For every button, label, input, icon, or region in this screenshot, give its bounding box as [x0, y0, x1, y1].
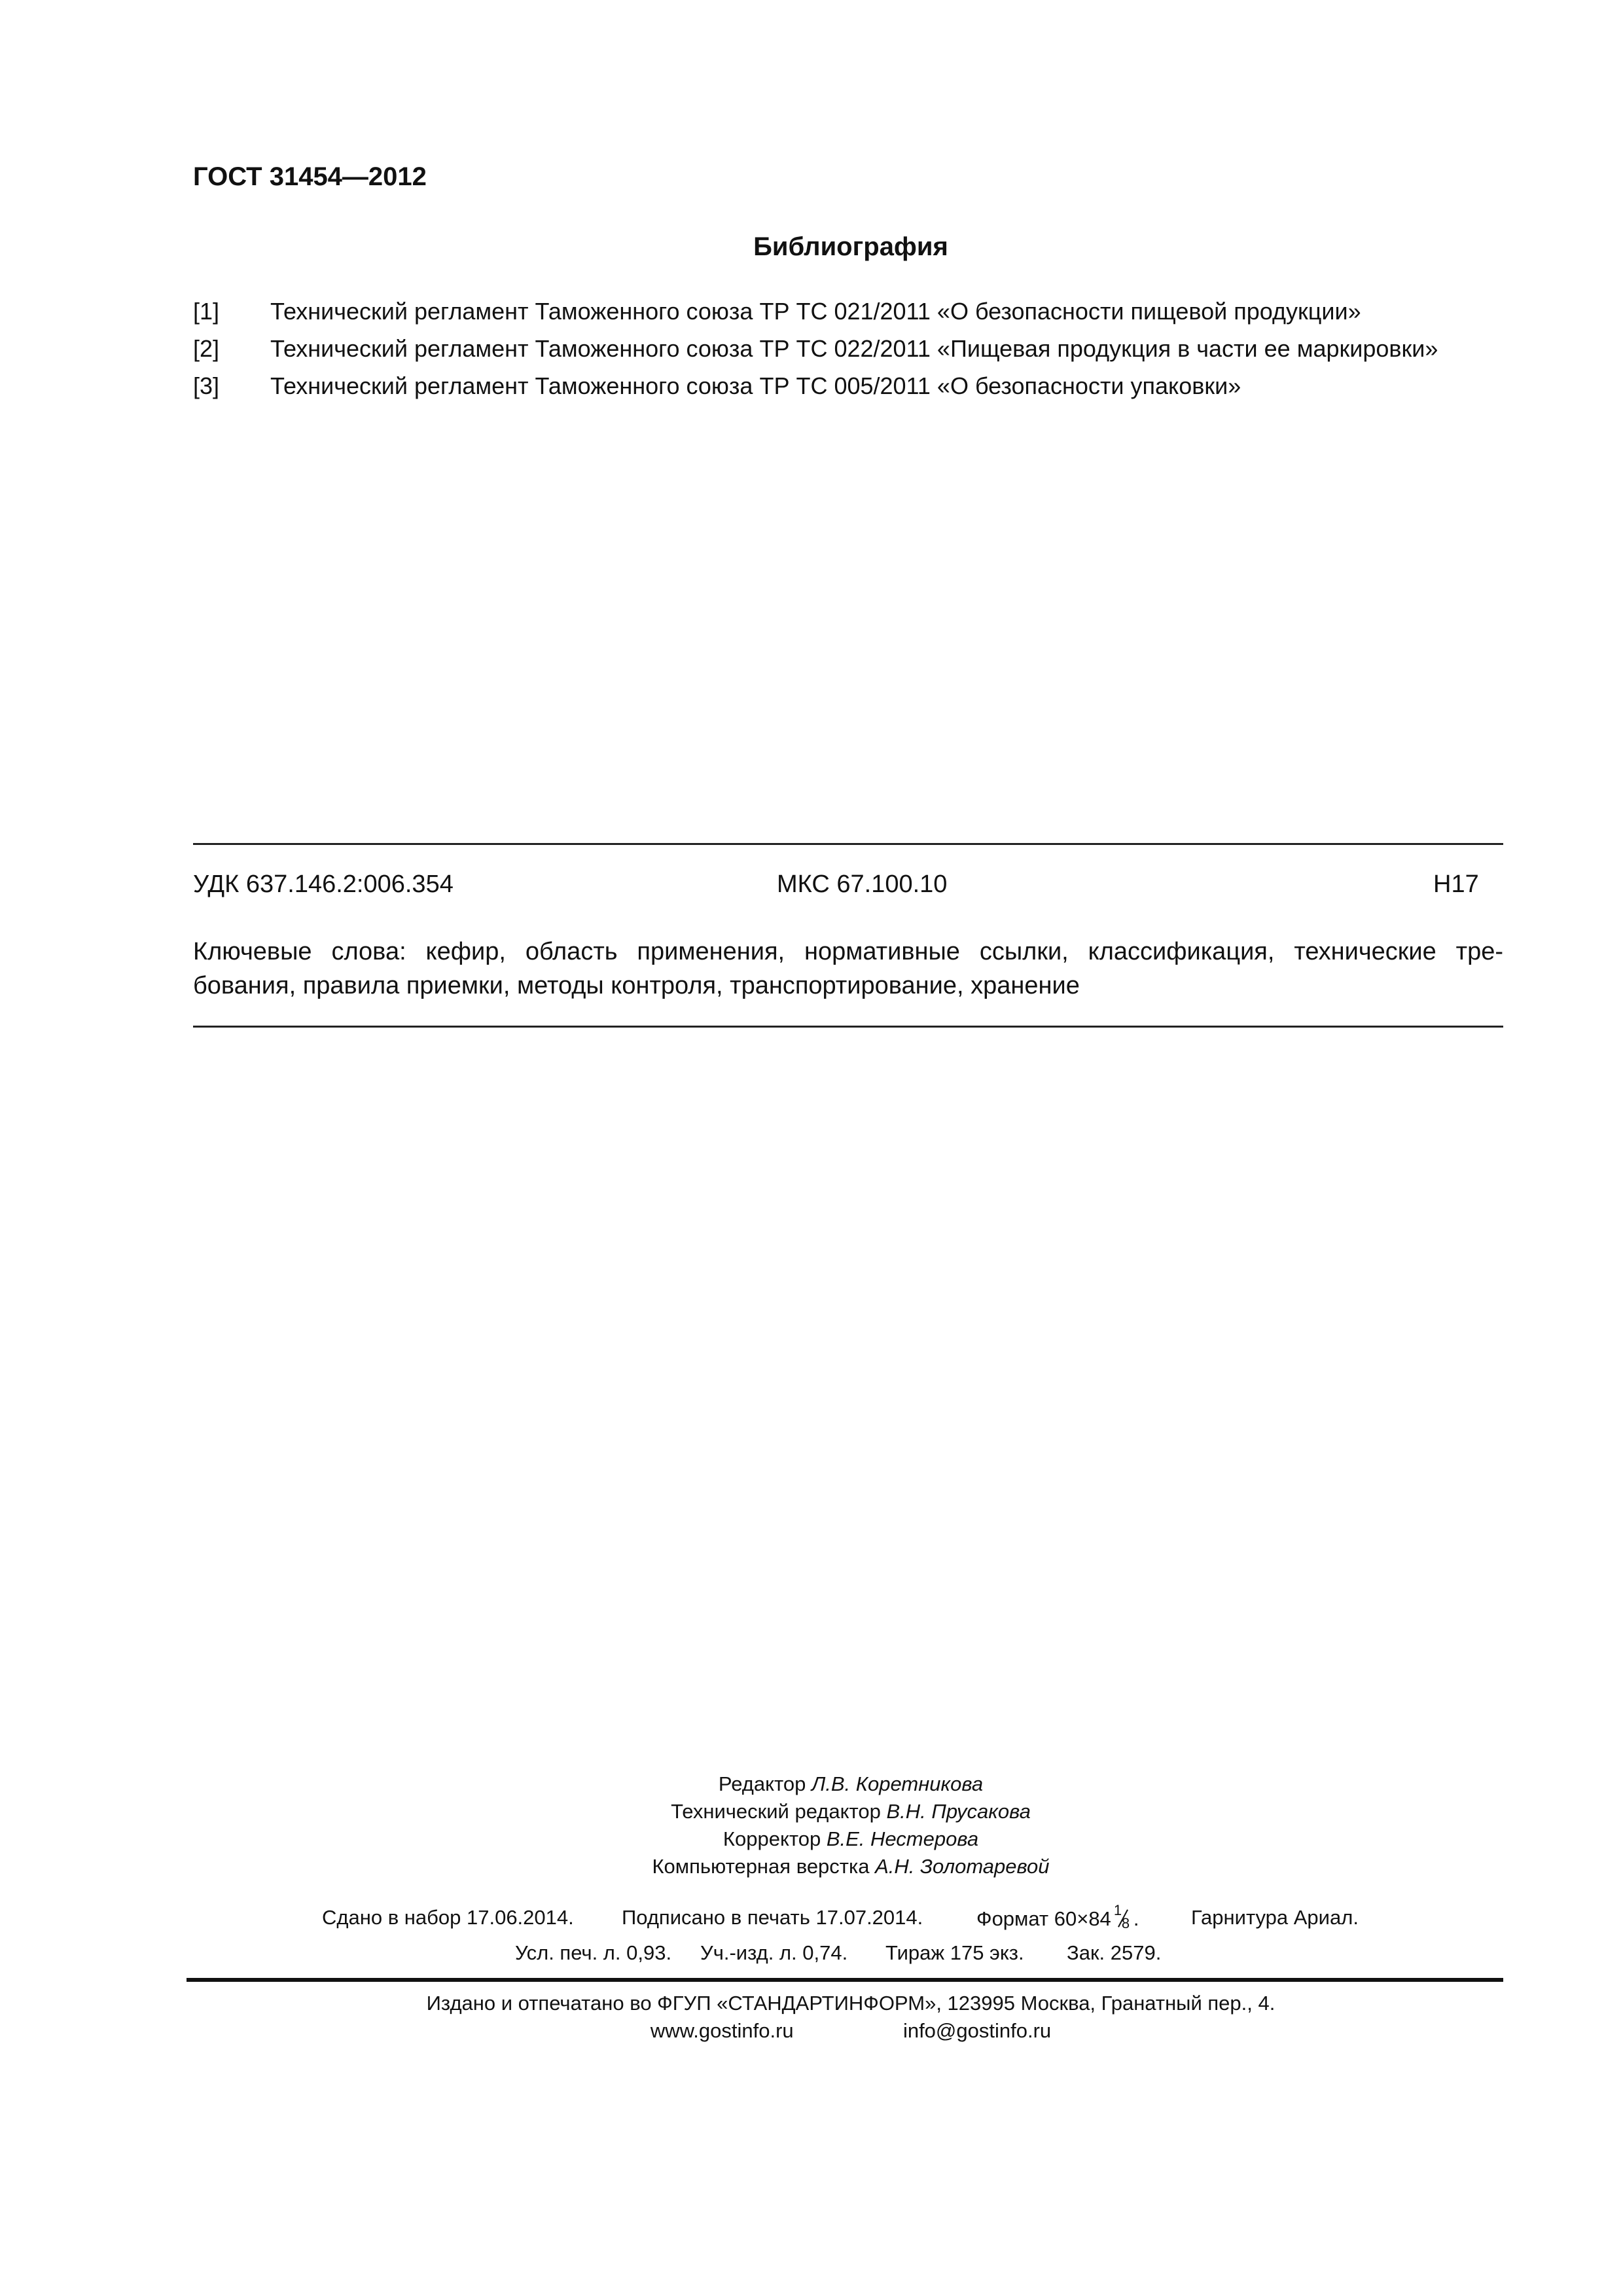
credit-role: Корректор	[722, 1827, 821, 1850]
keywords-block	[193, 935, 1503, 1003]
bibliography-item-text: Технический регламент Таможенного союза ТР ТС 005/2011 «О безопасности упаковки»	[270, 372, 1241, 399]
credit-name: А.Н. Золотаревой	[875, 1855, 1050, 1878]
typeface: Гарнитура Ариал.	[1191, 1906, 1359, 1929]
credit-line	[0, 1825, 1623, 1853]
bibliography-item-text: Технический регламент Таможенного союза ТР ТС 022/2011 «Пищевая продукция в части ее маркировки»	[270, 335, 1438, 362]
mks-code: МКС 67.100.10	[777, 870, 948, 898]
udk-code: УДК 637.146.2:006.354	[193, 870, 454, 898]
paper-format	[976, 1902, 1139, 1932]
publisher-contacts	[0, 2017, 1623, 2045]
submitted-date: Сдано в набор 17.06.2014.	[322, 1906, 574, 1929]
format-suffix: .	[1133, 1907, 1139, 1930]
bibliography-title: Библиография	[753, 232, 948, 261]
circulation: Тираж 175 экз.	[885, 1941, 1024, 1964]
divider-bottom	[193, 1026, 1503, 1028]
print-sheets: Усл. печ. л. 0,93.	[515, 1941, 672, 1964]
classification-code: Н17	[1433, 870, 1479, 898]
credits-block	[0, 1770, 1623, 1880]
credit-line	[0, 1853, 1623, 1880]
bibliography-item-text: Технический регламент Таможенного союза ТР ТС 021/2011 «О безопасности пищевой продукции»	[270, 298, 1361, 325]
format-fraction	[1111, 1902, 1133, 1932]
document-code: ГОСТ 31454—2012	[193, 162, 427, 191]
credit-name: В.Н. Прусакова	[886, 1800, 1031, 1823]
publisher-line: Издано и отпечатано во ФГУП «СТАНДАРТИНФОРМ», 123995 Москва, Гранатный пер., 4.	[426, 1992, 1275, 2015]
bibliography-item-number: [1]	[193, 298, 220, 325]
signed-date: Подписано в печать 17.07.2014.	[622, 1906, 923, 1929]
footer-divider	[187, 1978, 1503, 1982]
credit-role: Технический редактор	[671, 1800, 881, 1823]
format-label: Формат 60×84	[976, 1907, 1111, 1930]
credit-name: Л.В. Коретникова	[811, 1772, 984, 1795]
keywords-line: бования, правила приемки, методы контроля, транспортирование, хранение	[193, 972, 1080, 999]
publisher-website[interactable]: www.gostinfo.ru	[650, 2019, 794, 2042]
bibliography-item-number: [3]	[193, 372, 220, 399]
credit-name: В.Е. Нестерова	[826, 1827, 979, 1850]
publisher-block	[0, 1990, 1623, 2045]
fraction-numerator: 1	[1113, 1902, 1122, 1918]
bibliography-item-number: [2]	[193, 335, 220, 362]
credit-line	[0, 1798, 1623, 1825]
credit-role: Редактор	[718, 1772, 806, 1795]
divider-top	[193, 843, 1503, 845]
publisher-email[interactable]: info@gostinfo.ru	[902, 2019, 1052, 2042]
keywords-line: Ключевые слова: кефир, область применения, нормативные ссылки, классификация, технические тре-	[193, 938, 1503, 965]
fraction-denominator: 8	[1121, 1915, 1130, 1931]
credit-role: Компьютерная верстка	[652, 1855, 870, 1878]
order-number: Зак. 2579.	[1067, 1941, 1162, 1964]
credit-line	[0, 1770, 1623, 1798]
edit-sheets: Уч.-изд. л. 0,74.	[700, 1941, 848, 1964]
